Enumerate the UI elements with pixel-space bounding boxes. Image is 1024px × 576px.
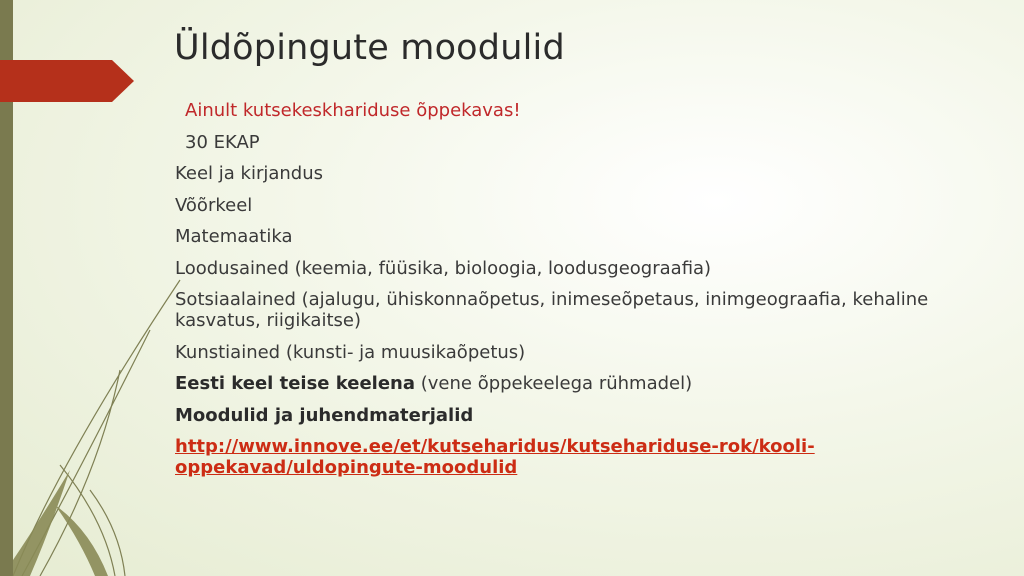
materials-link[interactable]: http://www.innove.ee/et/kutseharidus/kutsehariduse-rok/kooli-oppekavad/uldopingute-moodulid	[175, 436, 815, 478]
estonian-second-language-bold: Eesti keel teise keelena	[175, 373, 416, 394]
subject-item: Võõrkeel	[175, 194, 253, 216]
subject-item: Sotsiaalained (ajalugu, ühiskonnaõpetus, inimeseõpetaus, inimgeograafia, kehaline kasvatus, riigikaitse)	[175, 289, 929, 331]
subject-item: Keel ja kirjandus	[175, 163, 324, 184]
slide-content	[175, 100, 995, 489]
subject-item: Matemaatika	[175, 226, 293, 247]
slide-title: Üldõpingute moodulid	[174, 28, 565, 68]
estonian-second-language-item	[175, 373, 995, 394]
arrow-tab-icon	[0, 60, 134, 102]
materials-heading: Moodulid ja juhendmaterjalid	[175, 404, 474, 426]
estonian-second-language-rest: (vene õppekeelega rühmadel)	[415, 373, 693, 394]
subject-item: Loodusained (keemia, füüsika, bioloogia, loodusgeograafia)	[175, 257, 712, 279]
credits-text: 30 EKAP	[185, 131, 260, 153]
subject-item: Kunstiained (kunsti- ja muusikaõpetus)	[175, 341, 526, 363]
highlight-note: Ainult kutsekeskhariduse õppekavas!	[185, 100, 521, 121]
